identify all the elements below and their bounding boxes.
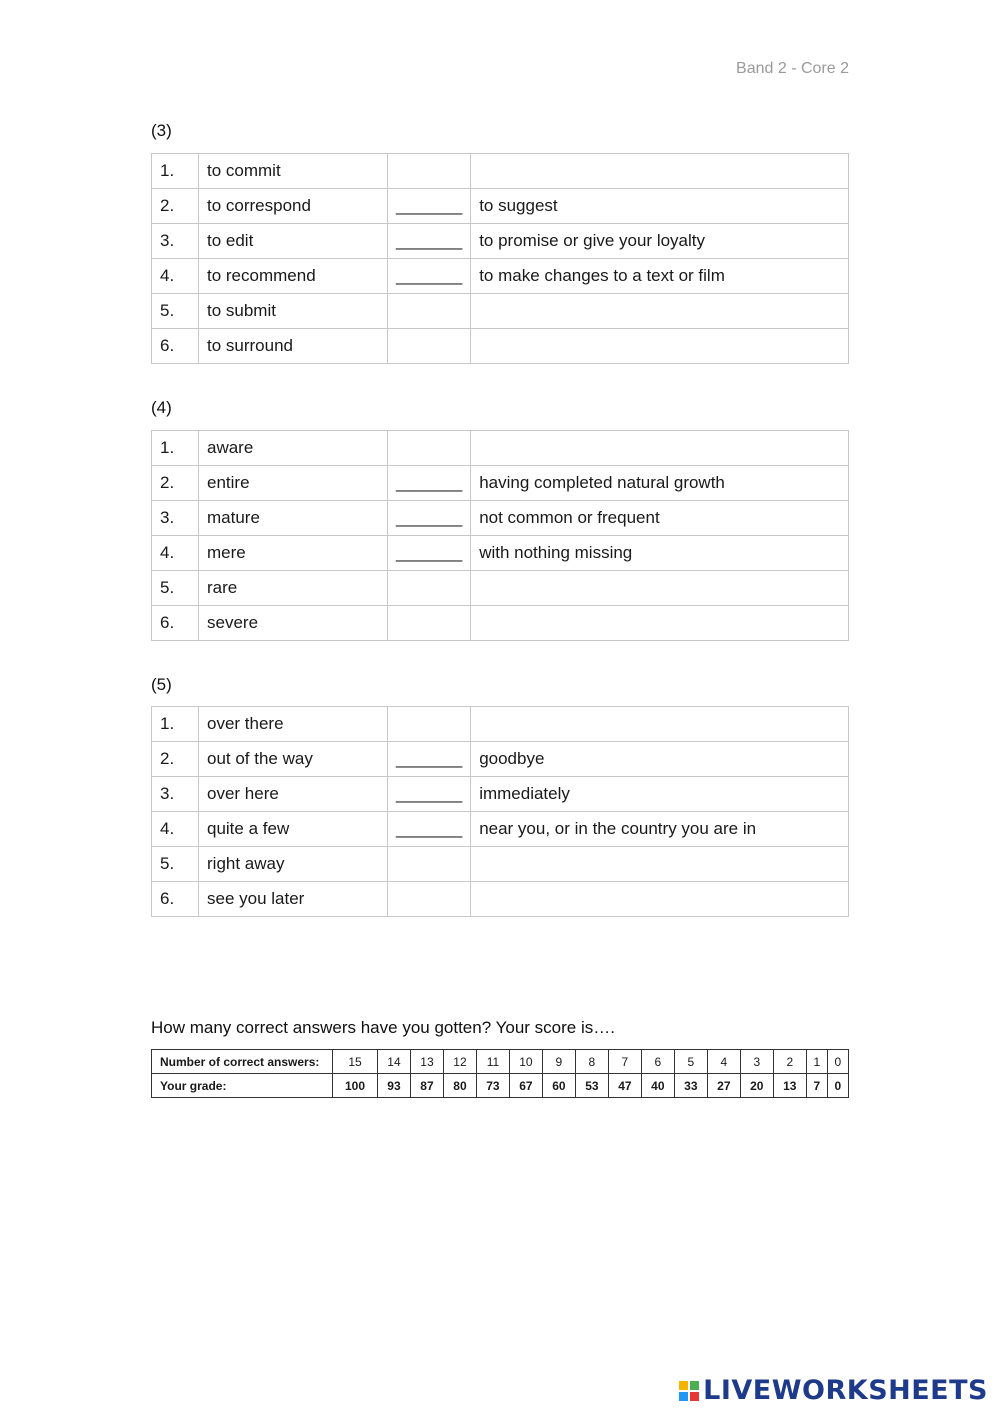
answer-count: 4 [707, 1050, 740, 1074]
answer-blank[interactable]: _______ [388, 742, 471, 777]
answer-count: 11 [476, 1050, 509, 1074]
answer-blank[interactable]: _______ [388, 224, 471, 259]
word-cell: over here [199, 777, 388, 812]
row-number: 2. [152, 742, 199, 777]
logo-square-icon [679, 1392, 688, 1401]
row-number: 5. [152, 847, 199, 882]
section-label-3: (3) [151, 121, 172, 140]
table-row [152, 431, 849, 466]
grade-label: Your grade: [152, 1074, 333, 1098]
grade-value: 13 [773, 1074, 806, 1098]
logo-square-icon [679, 1381, 688, 1390]
score-question: How many correct answers have you gotten? Your score is…. [151, 1018, 615, 1037]
definition-cell: with nothing missing [471, 536, 849, 571]
grade-value: 100 [333, 1074, 378, 1098]
answer-count: 5 [674, 1050, 707, 1074]
definition-cell [471, 882, 849, 917]
logo-text: LIVEWORKSHEETS [703, 1375, 988, 1406]
table-row [152, 707, 849, 742]
definition-cell: near you, or in the country you are in [471, 812, 849, 847]
word-cell: severe [199, 606, 388, 641]
table-row [152, 742, 849, 777]
score-table [151, 1049, 849, 1098]
word-cell: to recommend [199, 259, 388, 294]
answer-blank[interactable] [388, 329, 471, 364]
grade-value: 53 [575, 1074, 608, 1098]
table-row [152, 882, 849, 917]
answer-blank[interactable]: _______ [388, 189, 471, 224]
word-cell: aware [199, 431, 388, 466]
definition-cell: to suggest [471, 189, 849, 224]
answer-blank[interactable] [388, 154, 471, 189]
grade-value: 20 [740, 1074, 773, 1098]
row-number: 2. [152, 189, 199, 224]
grade-value: 40 [641, 1074, 674, 1098]
matching-table-5 [151, 706, 849, 917]
table-row [152, 224, 849, 259]
word-cell: mere [199, 536, 388, 571]
answer-count: 2 [773, 1050, 806, 1074]
row-number: 1. [152, 707, 199, 742]
table-row [152, 606, 849, 641]
table-row [152, 466, 849, 501]
table-row [152, 154, 849, 189]
word-cell: mature [199, 501, 388, 536]
definition-cell: immediately [471, 777, 849, 812]
logo-square-icon [690, 1381, 699, 1390]
grade-value: 60 [542, 1074, 575, 1098]
table-row [152, 536, 849, 571]
answer-count: 3 [740, 1050, 773, 1074]
table-row [152, 259, 849, 294]
row-number: 4. [152, 812, 199, 847]
answer-count: 12 [443, 1050, 476, 1074]
answers-label: Number of correct answers: [152, 1050, 333, 1074]
grade-value: 73 [476, 1074, 509, 1098]
answer-count: 8 [575, 1050, 608, 1074]
answer-blank[interactable] [388, 571, 471, 606]
section-label-4: (4) [151, 398, 172, 417]
answer-blank[interactable]: _______ [388, 501, 471, 536]
definition-cell [471, 847, 849, 882]
definition-cell: not common or frequent [471, 501, 849, 536]
definition-cell [471, 294, 849, 329]
table-row [152, 571, 849, 606]
row-number: 1. [152, 431, 199, 466]
table-row [152, 329, 849, 364]
answer-blank[interactable]: _______ [388, 259, 471, 294]
answer-count: 9 [542, 1050, 575, 1074]
grade-value: 47 [608, 1074, 641, 1098]
row-number: 6. [152, 329, 199, 364]
word-cell: rare [199, 571, 388, 606]
row-number: 5. [152, 294, 199, 329]
definition-cell [471, 431, 849, 466]
definition-cell [471, 154, 849, 189]
word-cell: right away [199, 847, 388, 882]
table-row [152, 847, 849, 882]
logo-square-icon [690, 1392, 699, 1401]
table-row [152, 812, 849, 847]
word-cell: entire [199, 466, 388, 501]
answer-blank[interactable]: _______ [388, 536, 471, 571]
grade-value: 80 [443, 1074, 476, 1098]
grade-value: 7 [806, 1074, 827, 1098]
answer-count: 6 [641, 1050, 674, 1074]
answer-blank[interactable] [388, 294, 471, 329]
row-number: 3. [152, 501, 199, 536]
definition-cell: having completed natural growth [471, 466, 849, 501]
answer-blank[interactable] [388, 431, 471, 466]
word-cell: quite a few [199, 812, 388, 847]
answer-count: 1 [806, 1050, 827, 1074]
word-cell: to surround [199, 329, 388, 364]
word-cell: to correspond [199, 189, 388, 224]
definition-cell: to promise or give your loyalty [471, 224, 849, 259]
answer-blank[interactable] [388, 707, 471, 742]
answers-row [152, 1050, 849, 1074]
row-number: 6. [152, 882, 199, 917]
answer-count: 7 [608, 1050, 641, 1074]
definition-cell [471, 606, 849, 641]
matching-table-3 [151, 153, 849, 364]
grade-value: 0 [827, 1074, 848, 1098]
table-row [152, 777, 849, 812]
word-cell: to submit [199, 294, 388, 329]
row-number: 3. [152, 224, 199, 259]
definition-cell [471, 329, 849, 364]
grade-value: 87 [410, 1074, 443, 1098]
word-cell: see you later [199, 882, 388, 917]
grade-value: 33 [674, 1074, 707, 1098]
answer-blank[interactable] [388, 847, 471, 882]
table-row [152, 294, 849, 329]
answer-count: 14 [377, 1050, 410, 1074]
row-number: 3. [152, 777, 199, 812]
answer-blank[interactable]: _______ [388, 777, 471, 812]
row-number: 4. [152, 259, 199, 294]
row-number: 5. [152, 571, 199, 606]
definition-cell [471, 707, 849, 742]
answer-blank[interactable] [388, 882, 471, 917]
matching-table-4 [151, 430, 849, 641]
row-number: 2. [152, 466, 199, 501]
grade-value: 67 [509, 1074, 542, 1098]
word-cell: to edit [199, 224, 388, 259]
section-label-5: (5) [151, 675, 172, 694]
word-cell: out of the way [199, 742, 388, 777]
table-row [152, 189, 849, 224]
definition-cell: to make changes to a text or film [471, 259, 849, 294]
answer-count: 10 [509, 1050, 542, 1074]
answer-blank[interactable] [388, 606, 471, 641]
row-number: 1. [152, 154, 199, 189]
answer-blank[interactable]: _______ [388, 812, 471, 847]
grade-value: 27 [707, 1074, 740, 1098]
header-label: Band 2 - Core 2 [736, 60, 849, 77]
answer-blank[interactable]: _______ [388, 466, 471, 501]
definition-cell: goodbye [471, 742, 849, 777]
row-number: 4. [152, 536, 199, 571]
definition-cell [471, 571, 849, 606]
liveworksheets-logo [679, 1375, 988, 1406]
table-row [152, 501, 849, 536]
grades-row [152, 1074, 849, 1098]
word-cell: to commit [199, 154, 388, 189]
answer-count: 0 [827, 1050, 848, 1074]
answer-count: 15 [333, 1050, 378, 1074]
logo-mark-icon [679, 1381, 699, 1401]
answer-count: 13 [410, 1050, 443, 1074]
word-cell: over there [199, 707, 388, 742]
grade-value: 93 [377, 1074, 410, 1098]
row-number: 6. [152, 606, 199, 641]
